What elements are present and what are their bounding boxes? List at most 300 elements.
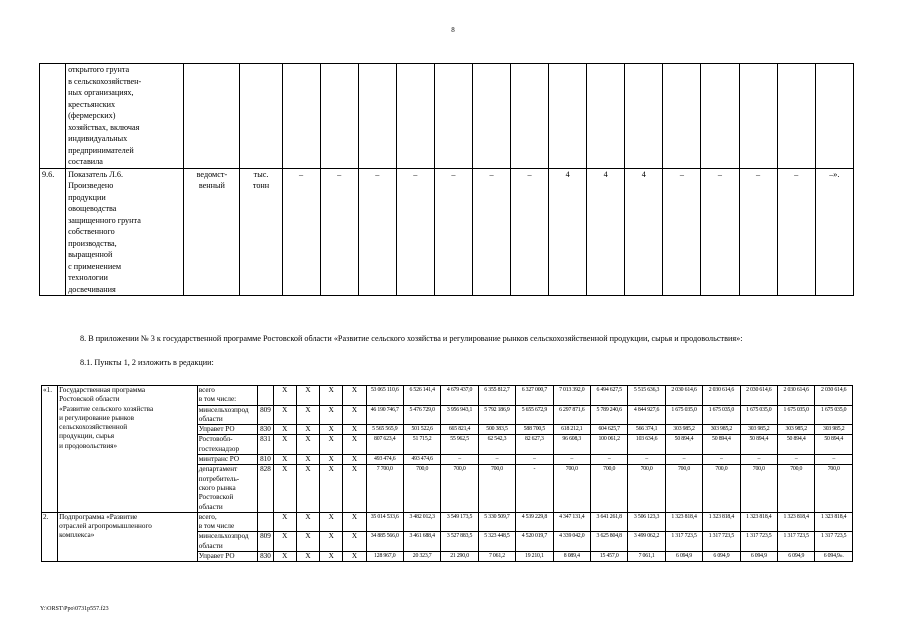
- x-mark: [273, 386, 296, 406]
- amount-cell-line: 700,0: [790, 466, 803, 473]
- amount-cell: [590, 512, 627, 532]
- x-mark: [320, 552, 343, 562]
- x-mark: [320, 425, 343, 435]
- amount-cell: [740, 425, 777, 435]
- x-mark-line: X: [328, 455, 334, 464]
- amount-cell: [815, 435, 853, 455]
- amount-cell-line: 20 323,7: [412, 553, 432, 560]
- empty-cell-line: [627, 64, 660, 76]
- amount-cell-line: 82 627,3: [525, 436, 544, 443]
- indicator-value-line: –: [755, 169, 761, 179]
- amount-cell-line: 51 715,2: [412, 436, 432, 443]
- amount-cell-line: 3 641 261,8: [596, 513, 622, 520]
- amount-cell-line: –: [832, 456, 836, 463]
- empty-cell: [434, 64, 472, 169]
- amount-cell: [478, 455, 515, 465]
- amount-cell: [778, 512, 815, 532]
- amount-cell-line: 1 675 035,0: [821, 406, 847, 413]
- executor: [197, 532, 258, 552]
- amount-cell-line: 46 190 746,7: [370, 406, 399, 413]
- amount-cell-line: 1 675 035,0: [783, 406, 809, 413]
- x-mark-line: X: [328, 435, 334, 444]
- amount-cell: [516, 386, 553, 406]
- amount-cell: [628, 512, 665, 532]
- amount-cell: [553, 425, 590, 435]
- empty-cell-line: [285, 64, 318, 76]
- budget-code-line: 809: [260, 405, 271, 414]
- x-mark: [343, 465, 366, 512]
- amount-cell: [478, 405, 515, 425]
- indicator-type-line: венный: [198, 181, 225, 190]
- x-mark: [320, 512, 343, 532]
- amount-cell-line: 2 030 614,6: [708, 387, 735, 393]
- amount-cell: [703, 532, 740, 552]
- indicator-value-line: 4: [641, 169, 646, 179]
- amount-cell-line: 50 894,4: [824, 436, 844, 443]
- program-row: [42, 512, 853, 532]
- amount-cell: [778, 455, 815, 465]
- amount-cell-line: 3 625 804,8: [596, 533, 622, 540]
- x-mark: [296, 386, 319, 406]
- indicator-value-line: –: [299, 169, 304, 179]
- amount-cell-line: 5 515 636,3: [633, 387, 660, 393]
- continuation-text-line: ных организациях,: [68, 88, 134, 97]
- empty-cell-line: [475, 64, 508, 76]
- x-mark: [320, 386, 343, 406]
- budget-code-line: 828: [260, 465, 271, 474]
- amount-cell: [478, 532, 515, 552]
- executor-line: Управет РО: [198, 425, 235, 434]
- x-mark: [320, 435, 343, 455]
- amount-cell: [590, 425, 627, 435]
- x-mark-line: X: [351, 455, 358, 464]
- empty-cell-line: [42, 64, 63, 76]
- x-mark: [343, 386, 366, 406]
- amount-cell: [366, 465, 403, 512]
- amount-cell: [628, 386, 665, 406]
- amount-cell: [366, 512, 403, 532]
- budget-code-line: 830: [260, 425, 271, 434]
- indicator-name-line: технологии: [68, 273, 108, 282]
- amount-cell-line: 700,0: [640, 466, 653, 473]
- amount-cell: [815, 425, 853, 435]
- amount-cell: [740, 435, 777, 455]
- continuation-row: [40, 64, 854, 169]
- amount-cell-line: 303 985,2: [673, 426, 695, 433]
- empty-cell: [240, 64, 282, 169]
- empty-cell: [701, 64, 739, 169]
- indicator-value: [587, 168, 625, 296]
- amount-cell-line: 1 317 723,5: [708, 533, 735, 540]
- indicator-value: [777, 168, 815, 296]
- amount-cell: [553, 512, 590, 532]
- amount-cell-line: –: [645, 456, 648, 463]
- continuation-text-line: составила: [68, 157, 103, 166]
- x-mark-line: X: [328, 532, 334, 541]
- x-mark-line: X: [305, 465, 311, 474]
- x-mark: [296, 425, 319, 435]
- amount-cell: [441, 552, 478, 562]
- x-mark: [273, 435, 296, 455]
- amount-cell-line: 1 323 818,4: [821, 513, 847, 520]
- empty-cell-line: [186, 64, 237, 76]
- amount-cell: [628, 455, 665, 465]
- x-mark-line: X: [282, 386, 288, 394]
- amount-cell: [740, 465, 777, 512]
- amount-cell: [553, 405, 590, 425]
- amount-cell-line: 6 094,9: [750, 553, 767, 560]
- amount-cell: [590, 455, 627, 465]
- x-mark-line: X: [282, 405, 288, 414]
- amount-cell: [703, 465, 740, 512]
- indicator-row-9-6: [40, 168, 854, 296]
- amount-cell: [778, 425, 815, 435]
- amount-cell-line: 1 317 723,5: [821, 533, 847, 540]
- x-mark-line: X: [305, 435, 311, 444]
- amount-cell: [403, 405, 440, 425]
- empty-cell: [549, 64, 587, 169]
- amount-cell-line: 21 290,0: [450, 553, 469, 560]
- amount-cell-line: 6 094,9: [676, 553, 692, 560]
- amount-cell-line: 2 030 614,6: [746, 387, 772, 393]
- amount-cell: [441, 455, 478, 465]
- executor-line: департамент: [198, 465, 238, 474]
- indicator-name-line: с применением: [68, 261, 122, 271]
- executor-line: в том числе: [198, 522, 235, 531]
- x-mark-line: X: [328, 405, 334, 414]
- x-mark: [343, 552, 366, 562]
- x-mark-line: X: [305, 455, 311, 464]
- amount-cell-line: 4 844 927,6: [633, 406, 660, 413]
- x-mark-line: X: [282, 552, 288, 561]
- indicator-value: [358, 168, 396, 296]
- amount-cell-line: 5 323 448,5: [484, 533, 510, 540]
- program-name-line: «Развитие сельского хозяйства: [59, 404, 154, 413]
- executor-line: минсельхозпрод: [198, 532, 249, 541]
- executor-line: потребитель-: [198, 474, 240, 483]
- budget-code: [258, 405, 273, 425]
- amount-cell-line: 3 482 012,3: [409, 513, 435, 520]
- program-number-line: 2.: [43, 512, 49, 521]
- x-mark: [273, 425, 296, 435]
- x-mark-line: X: [282, 455, 288, 464]
- amount-cell-line: 50 894,4: [786, 436, 806, 443]
- amount-cell-line: 6 094,9: [788, 553, 805, 560]
- indicator-value-line: –: [794, 169, 799, 179]
- amount-cell-line: 4 347 131,4: [559, 513, 585, 520]
- amount-cell: [403, 552, 440, 562]
- amount-cell-line: 6 327 000,7: [521, 387, 548, 393]
- x-mark-line: X: [351, 405, 358, 414]
- amount-cell-line: 4 539 229,8: [521, 513, 548, 520]
- indicator-name-line: овощеводства: [68, 204, 117, 213]
- amount-cell: [590, 465, 627, 512]
- amount-cell-line: 2 030 614,6: [821, 387, 847, 393]
- amount-cell-line: 700,0: [416, 466, 429, 473]
- empty-cell: [587, 64, 625, 169]
- empty-cell-line: [323, 64, 356, 76]
- amount-cell-line: 604 625,7: [598, 426, 620, 433]
- budget-code: [258, 512, 273, 532]
- x-mark: [343, 532, 366, 552]
- amount-cell-line: 1 675 035,0: [708, 406, 735, 413]
- executor: [197, 386, 258, 406]
- amount-cell: [590, 386, 627, 406]
- executor-line: области: [198, 502, 223, 511]
- amount-cell-line: 4 339 042,0: [559, 533, 585, 540]
- amount-cell-line: 700,0: [827, 466, 840, 473]
- amount-cell: [778, 552, 815, 562]
- amount-cell-line: 493 474,6: [411, 456, 433, 463]
- amount-cell: [740, 532, 777, 552]
- amount-cell-line: 700,0: [490, 466, 503, 473]
- amount-cell: [778, 435, 815, 455]
- amount-cell: [403, 435, 440, 455]
- program-row: [42, 386, 853, 406]
- indicator-value: [625, 168, 663, 296]
- amount-cell: [665, 465, 702, 512]
- amount-cell-line: 303 985,2: [823, 426, 845, 433]
- budget-code-line: 809: [260, 532, 271, 541]
- indicator-value: [282, 168, 320, 296]
- indicator-name-line: защищенного грунта: [68, 215, 141, 225]
- continuation-text-line: индивидуальных: [68, 134, 128, 143]
- amount-cell: [516, 552, 553, 562]
- x-mark-line: X: [351, 435, 358, 444]
- program-name: [58, 386, 198, 513]
- amount-cell-line: –: [533, 456, 536, 463]
- executor-line: Ростовской: [198, 493, 234, 502]
- empty-cell: [320, 64, 358, 169]
- amount-cell-line: 100 061,2: [598, 436, 620, 443]
- amount-cell: [703, 425, 740, 435]
- amount-cell: [441, 532, 478, 552]
- amount-cell: [590, 405, 627, 425]
- x-mark: [343, 455, 366, 465]
- amount-cell: [740, 405, 777, 425]
- x-mark: [273, 405, 296, 425]
- budget-code: [258, 465, 273, 512]
- amount-cell-line: 62 542,3: [487, 436, 507, 443]
- amount-cell: [778, 465, 815, 512]
- indicator-name-line: Показатель Л.6.: [68, 169, 124, 179]
- budget-code: [258, 435, 273, 455]
- amount-cell: [628, 465, 665, 512]
- empty-cell-line: [818, 64, 851, 76]
- indicator-value: [511, 168, 549, 296]
- amount-cell: [703, 455, 740, 465]
- amount-cell-line: 5 792 186,9: [484, 406, 510, 413]
- amount-cell: [441, 405, 478, 425]
- amount-cell: [403, 386, 440, 406]
- amount-cell-line: 3 527 883,5: [446, 533, 473, 540]
- amount-cell-line: –: [682, 456, 686, 463]
- amount-cell: [590, 532, 627, 552]
- amount-cell-line: 493 474,6: [374, 456, 396, 463]
- indicator-type: [184, 168, 240, 296]
- amount-cell-line: 1 675 035,0: [671, 406, 697, 413]
- amount-cell-line: 55 962,5: [450, 436, 469, 443]
- amount-cell-line: 1 323 818,4: [671, 513, 697, 520]
- amount-cell-line: 700,0: [677, 466, 691, 473]
- amount-cell-line: 35 014 533,6: [370, 513, 399, 520]
- amount-cell: [366, 386, 403, 406]
- amount-cell: [778, 386, 815, 406]
- program-name-line: Подпрограмма «Развитие: [59, 512, 138, 521]
- x-mark-line: X: [328, 512, 334, 521]
- row-number-line: 9.6.: [42, 169, 55, 179]
- amount-cell: [815, 386, 853, 406]
- budget-code: [258, 552, 273, 562]
- empty-cell: [472, 64, 510, 169]
- executor: [197, 435, 258, 455]
- amount-cell: [441, 425, 478, 435]
- x-mark: [296, 435, 319, 455]
- amount-cell: [703, 405, 740, 425]
- empty-cell: [663, 64, 701, 169]
- amount-cell: [665, 455, 702, 465]
- empty-cell-line: [437, 64, 470, 76]
- amount-cell: [815, 455, 853, 465]
- x-mark-line: X: [351, 425, 358, 434]
- amount-cell-line: 700,0: [752, 466, 765, 473]
- amount-cell-line: 665 821,4: [448, 426, 471, 433]
- amount-cell: [815, 512, 853, 532]
- x-mark-line: X: [305, 552, 311, 561]
- budget-code-line: 810: [260, 455, 271, 464]
- budget-code: [258, 455, 273, 465]
- indicator-unit: [240, 168, 282, 296]
- x-mark-line: X: [305, 532, 311, 541]
- indicator-name-line: досвечивания: [68, 284, 116, 294]
- empty-cell: [739, 64, 777, 169]
- amount-cell: [815, 465, 853, 512]
- amount-cell-line: 50 894,4: [674, 436, 694, 443]
- amount-cell: [665, 425, 702, 435]
- x-mark-line: X: [282, 532, 288, 541]
- budget-code: [258, 532, 273, 552]
- program-name-line: сельскохозяйственной: [59, 423, 128, 432]
- amount-cell-line: 2 030 614,6: [671, 387, 697, 393]
- amount-cell-line: 50 894,4: [712, 436, 731, 443]
- paragraph-8-1: 8.1. Пункты 1, 2 изложить в редакции:: [80, 358, 214, 367]
- empty-cell-line: [742, 64, 775, 76]
- indicator-value: [434, 168, 472, 296]
- budget-code-line: 830: [260, 552, 271, 561]
- x-mark-line: X: [328, 386, 334, 394]
- amount-cell: [441, 512, 478, 532]
- executor-line: Ростовобл-: [198, 435, 233, 444]
- indicator-name: [66, 168, 184, 296]
- amount-cell-line: –: [794, 456, 798, 463]
- indicator-name-line: выращенной: [68, 250, 113, 259]
- amount-cell: [553, 532, 590, 552]
- amount-cell: [366, 552, 403, 562]
- executor-line: области: [198, 414, 223, 423]
- amount-cell: [478, 552, 515, 562]
- program-name: [58, 512, 198, 561]
- empty-cell-line: [589, 64, 622, 76]
- amount-cell-line: 103 634,6: [635, 436, 658, 443]
- amount-cell: [553, 465, 590, 512]
- indicator-value: [320, 168, 358, 296]
- x-mark-line: X: [328, 465, 334, 474]
- indicator-unit-line: тонн: [252, 181, 270, 190]
- budget-code-line: [259, 386, 271, 395]
- amount-cell: [665, 532, 702, 552]
- row-number: [40, 168, 66, 296]
- budget-code-line: 831: [260, 435, 271, 444]
- amount-cell: [703, 512, 740, 532]
- executor-line: всего,: [198, 512, 217, 521]
- amount-cell: [740, 512, 777, 532]
- amount-cell: [516, 455, 553, 465]
- amount-cell: [478, 512, 515, 532]
- x-mark: [296, 552, 319, 562]
- amount-cell: [516, 405, 553, 425]
- amount-cell-line: 700,0: [715, 466, 728, 473]
- empty-cell: [282, 64, 320, 169]
- amount-cell: [478, 386, 515, 406]
- amount-cell-line: 19 210,1: [525, 553, 544, 560]
- amount-cell-line: 5 789 240,6: [596, 406, 622, 413]
- continuation-text-line: (фермерских): [68, 111, 116, 120]
- indicator-value: [815, 168, 853, 296]
- continuation-text-line: предпринимателей: [68, 145, 134, 155]
- amount-cell-line: 5 476 729,0: [409, 406, 435, 413]
- amount-cell: [740, 386, 777, 406]
- amount-cell-line: 1 317 723,5: [671, 533, 697, 540]
- x-mark: [296, 512, 319, 532]
- x-mark-line: X: [305, 386, 311, 394]
- amount-cell-line: -: [533, 466, 536, 473]
- indicator-unit-line: тыс.: [253, 169, 269, 179]
- x-mark-line: X: [351, 552, 358, 561]
- amount-cell-line: 53 065 110,6: [370, 387, 399, 393]
- executor-line: в том числе:: [198, 395, 237, 404]
- program-name-line: и продовольствия»: [59, 441, 118, 450]
- x-mark: [296, 405, 319, 425]
- amount-cell: [778, 532, 815, 552]
- amount-cell-line: 7 061,2: [488, 553, 505, 560]
- amount-cell: [516, 435, 553, 455]
- executor-line: всего: [198, 386, 215, 394]
- x-mark-line: X: [305, 405, 311, 414]
- amount-cell-line: 807 623,4: [374, 436, 396, 443]
- indicator-value-line: –: [527, 169, 532, 179]
- empty-cell-line: [703, 64, 736, 76]
- amount-cell: [628, 435, 665, 455]
- amount-cell: [815, 405, 853, 425]
- program-name-line: Ростовской области: [59, 395, 120, 404]
- amount-cell: [553, 455, 590, 465]
- amount-cell: [553, 435, 590, 455]
- amount-cell: [403, 465, 440, 512]
- program-number-line: «1.: [43, 386, 52, 394]
- empty-cell-line: [551, 64, 584, 76]
- x-mark: [320, 465, 343, 512]
- continuation-text-line: открытого грунта: [68, 65, 130, 74]
- continuation-text: [66, 64, 184, 169]
- amount-cell-line: 3 549 173,5: [446, 513, 473, 520]
- executor-line: минсельхозпрод: [198, 405, 249, 414]
- amount-cell: [665, 386, 702, 406]
- empty-cell-line: [665, 64, 698, 76]
- indicator-value-line: 4: [565, 169, 570, 179]
- amount-cell-line: 7 013 392,0: [559, 387, 585, 393]
- budget-code: [258, 425, 273, 435]
- amount-cell: [441, 465, 478, 512]
